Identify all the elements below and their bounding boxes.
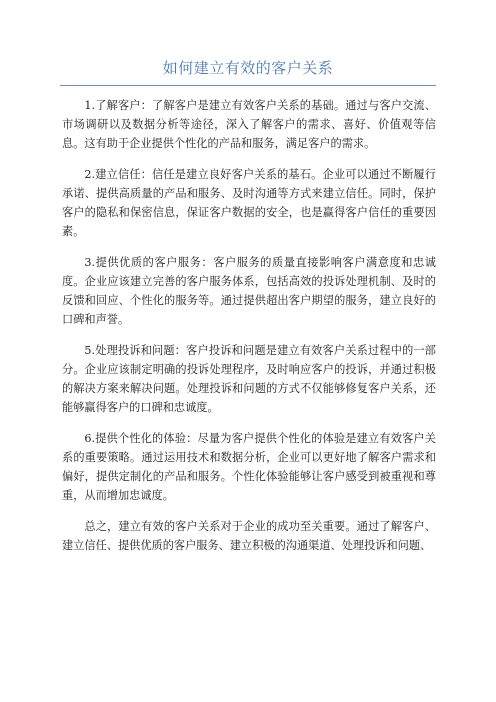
paragraph-understand-customers: 1.了解客户：了解客户是建立有效客户关系的基础。通过与客户交流、市场调研以及数据分析等途径，深入了解客户的需求、喜好、价值观等信息。这有助于企业提供个性化的产品和服务，满足客户的需求。: [62, 99, 436, 150]
title-underline: [60, 85, 436, 86]
paragraph-summary: 总之，建立有效的客户关系对于企业的成功至关重要。通过了解客户、建立信任、提供优质的客户服务、建立积极的沟通渠道、处理投诉和问题、: [62, 520, 436, 552]
paragraph-handle-complaints: 5.处理投诉和问题：客户投诉和问题是建立有效客户关系过程中的一部分。企业应该制定明确的投诉处理程序，及时响应客户的投诉，并通过积极的解决方案来解决问题。处理投诉和问题的方式不仅能够修复客户关系，还能够赢得客户的口碑和忠诚度。: [62, 344, 436, 414]
paragraph-build-trust: 2.建立信任：信任是建立良好客户关系的基石。企业可以通过不断履行承诺、提供高质量的产品和服务、及时沟通等方式来建立信任。同时，保护客户的隐私和保密信息，保证客户数据的安全，也是赢得客户信任的重要因素。: [62, 168, 436, 238]
paragraph-quality-service: 3.提供优质的客户服务：客户服务的质量直接影响客户满意度和忠诚度。企业应该建立完善的客户服务体系，包括高效的投诉处理机制、及时的反馈和回应、个性化的服务等。通过提供超出客户期望的服务，建立良好的口碑和声誉。: [62, 256, 436, 326]
document-body: [62, 96, 436, 567]
document-title: 如何建立有效的客户关系: [162, 59, 334, 77]
paragraph-personalized-experience: 6.提供个性化的体验：尽量为客户提供个性化的体验是建立有效客户关系的重要策略。通过运用技术和数据分析，企业可以更好地了解客户需求和偏好，提供定制化的产品和服务。个性化体验能够让客户感受到被重视和尊重，从而增加忠诚度。: [62, 432, 436, 502]
